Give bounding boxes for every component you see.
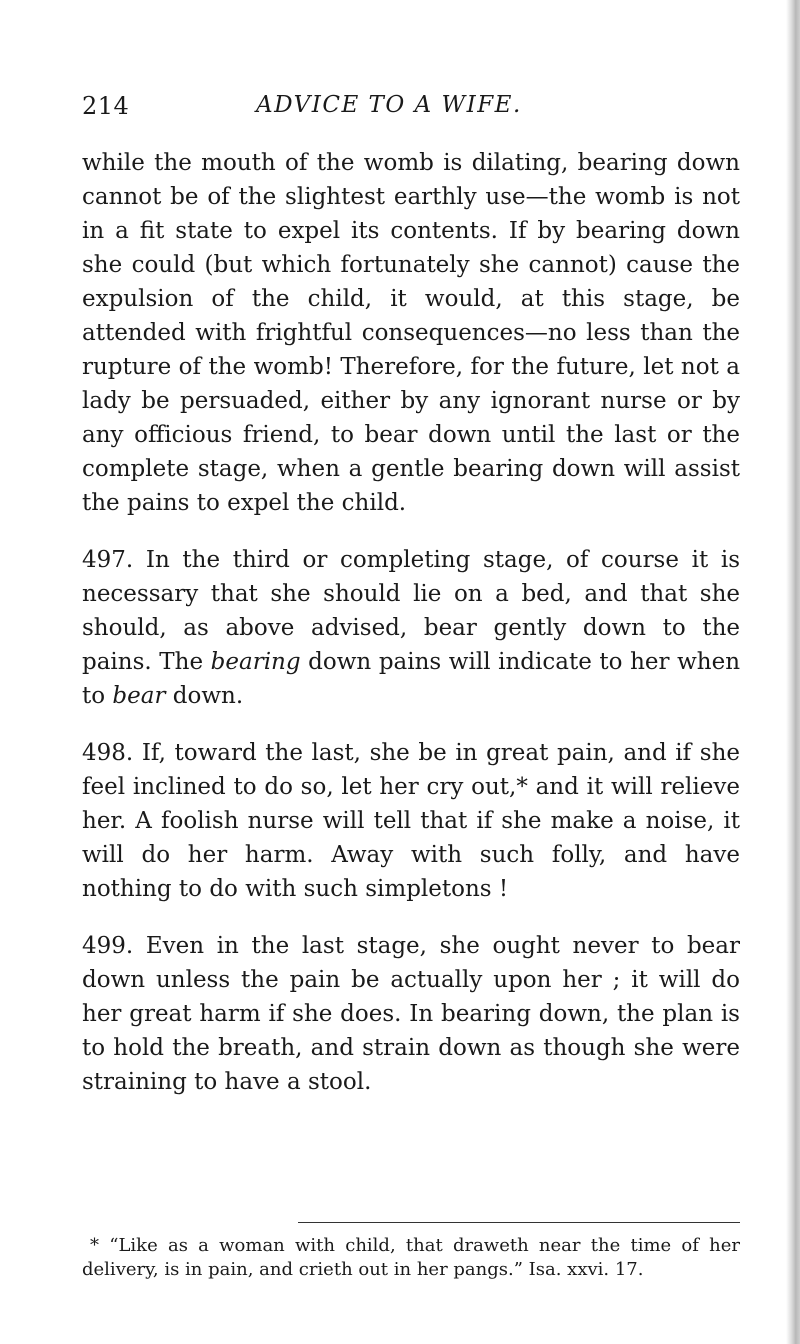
italic-word: bearing bbox=[210, 649, 301, 675]
paragraph-number: 498. bbox=[82, 740, 134, 766]
page-edge-shadow bbox=[786, 0, 800, 1344]
italic-word: bear bbox=[112, 683, 166, 709]
footnote-rule bbox=[298, 1222, 740, 1223]
paragraph-number: 497. bbox=[82, 547, 134, 573]
footnote-mark: * bbox=[90, 1235, 99, 1256]
paragraph-continued bbox=[82, 146, 740, 520]
body-text bbox=[82, 146, 740, 1122]
paragraph-497 bbox=[82, 543, 740, 713]
paragraph-text: Even in the last stage, she ought never to bear down unless the pain be actually upon her ; it will do her great harm if she does. In bearing down, the plan is to hold the breath, and strain down as though she were straining to have a stool. bbox=[82, 933, 740, 1095]
paragraph-text-part: In the third or completing stage, of course it is necessary that she should lie on a bed, and that she should, as above advised, bear gently down to the pains. The bbox=[82, 547, 741, 675]
paragraph-text-part: down pains will indicate to her when to bbox=[82, 649, 741, 709]
footnote bbox=[82, 1234, 740, 1282]
paragraph-number: 499. bbox=[82, 933, 134, 959]
paragraph-499 bbox=[82, 929, 740, 1099]
running-head: ADVICE TO A WIFE. bbox=[256, 92, 522, 118]
footnote-text: “Like as a woman with child, that draweth near the time of her delivery, is in pain, and crieth out in her pangs.” Isa. xxvi. 17. bbox=[82, 1235, 740, 1280]
paragraph-text-part: down. bbox=[165, 683, 244, 709]
page-header bbox=[82, 92, 742, 128]
paragraph-498 bbox=[82, 736, 740, 906]
page-number: 214 bbox=[82, 92, 130, 120]
paragraph-text: while the mouth of the womb is dilating, bearing down cannot be of the slightest earthly use—the womb is not in a fit state to expel its contents. If by bearing down she could (but which fortunately she cannot) cause the expulsion of the child, it would, at this stage, be attended with frightful consequences—no less than the rupture of the womb! Therefore, for the future, let not a lady be persuaded, either by any ignorant nurse or by any officious friend, to bear down until the last or the complete stage, when a gentle bearing down will assist the pains to expel the child. bbox=[82, 150, 740, 516]
paragraph-text: If, toward the last, she be in great pain, and if she feel inclined to do so, let her cry out,* and it will relieve her. A foolish nurse will tell that if she make a noise, it will do her harm. Away with such folly, and have nothing to do with such simpletons ! bbox=[82, 740, 740, 902]
